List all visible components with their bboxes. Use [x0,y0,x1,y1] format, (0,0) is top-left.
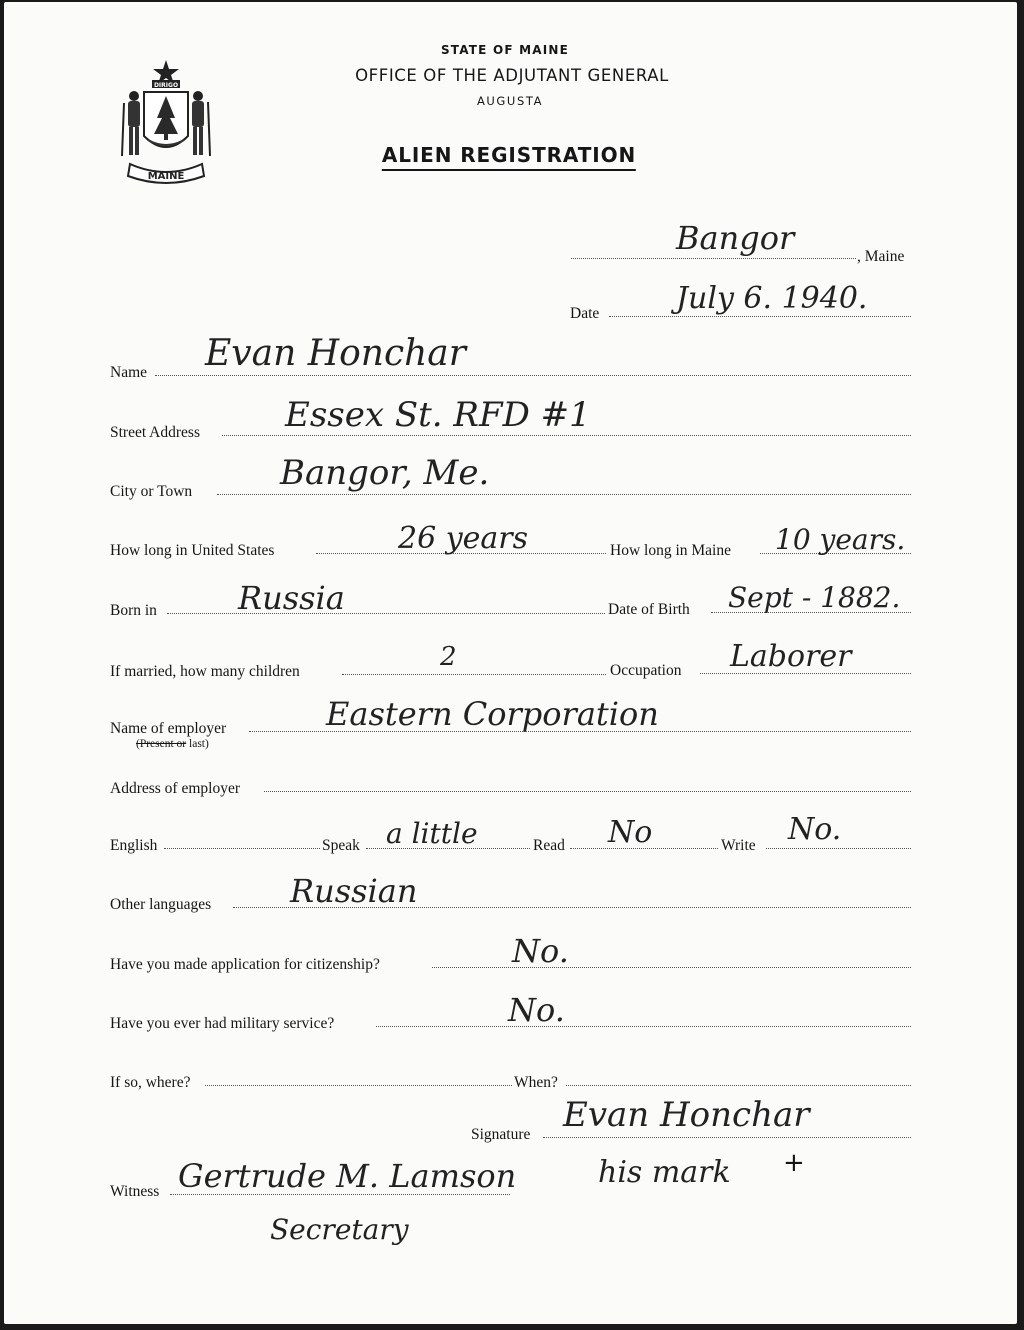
signature-label: Signature [471,1126,531,1143]
when-line [566,1085,911,1086]
citizenship-line [432,967,911,968]
place-line [571,258,856,259]
citizenship-value: No. [512,932,569,970]
english-label: English [110,837,158,854]
dob-label: Date of Birth [608,601,690,618]
born-label: Born in [110,602,157,619]
children-line [342,674,606,675]
his-mark-note: his mark [598,1155,731,1190]
us-duration-label: How long in United States [110,542,275,559]
military-label: Have you ever had military service? [110,1015,335,1032]
children-label: If married, how many children [110,663,300,680]
born-line [167,613,605,614]
witness-title: Secretary [270,1213,409,1246]
employer-note [136,739,209,751]
place-value: Bangor [676,219,795,257]
name-value: Evan Honchar [205,333,466,374]
date-line [609,316,911,317]
write-label: Write [721,837,756,854]
mark-cross: + [783,1148,805,1178]
signature-value: Evan Honchar [563,1095,810,1135]
name-line [155,375,911,376]
name-label: Name [110,364,148,381]
seal-motto: DIRIGO [153,82,179,89]
where-label: If so, where? [110,1074,191,1091]
occupation-value: Laborer [730,639,852,674]
signature-line [543,1137,911,1138]
where-line [205,1085,512,1086]
military-value: No. [508,991,565,1029]
born-value: Russia [238,579,345,617]
street-line [222,435,911,436]
when-label: When? [514,1074,558,1091]
maine-duration-value: 10 years. [775,523,906,556]
children-value: 2 [440,642,457,672]
us-duration-value: 26 years [398,521,529,556]
military-line [376,1026,911,1027]
employer-note-last: last) [189,738,209,750]
other-languages-label: Other languages [110,896,212,913]
read-label: Read [533,837,565,854]
employer-address-line [264,791,911,792]
english-line [164,848,320,849]
employer-label: Name of employer [110,720,227,737]
seal-banner: MAINE [147,171,185,182]
citizenship-label: Have you made application for citizenship? [110,956,380,973]
employer-note-struck: (Present or [136,738,187,750]
write-line [766,848,911,849]
date-value: July 6. 1940. [676,281,868,316]
city-line [217,494,911,495]
speak-value: a little [386,817,478,850]
witness-label: Witness [110,1183,160,1200]
date-label: Date [570,305,600,322]
city-label: City or Town [110,483,193,500]
street-value: Essex St. RFD #1 [285,395,591,435]
city-value: Bangor, Me. [280,453,490,493]
witness-value: Gertrude M. Lamson [178,1157,517,1195]
write-value: No. [788,812,842,847]
occupation-label: Occupation [610,662,682,679]
street-label: Street Address [110,424,200,441]
employer-value: Eastern Corporation [326,695,659,733]
employer-address-label: Address of employer [110,780,240,797]
maine-label: , Maine [857,248,905,265]
other-languages-value: Russian [290,872,418,910]
dob-value: Sept - 1882. [728,581,901,614]
maine-duration-label: How long in Maine [610,542,731,559]
maine-seal-icon [112,58,220,188]
speak-label: Speak [322,837,360,854]
read-value: No [608,815,653,850]
